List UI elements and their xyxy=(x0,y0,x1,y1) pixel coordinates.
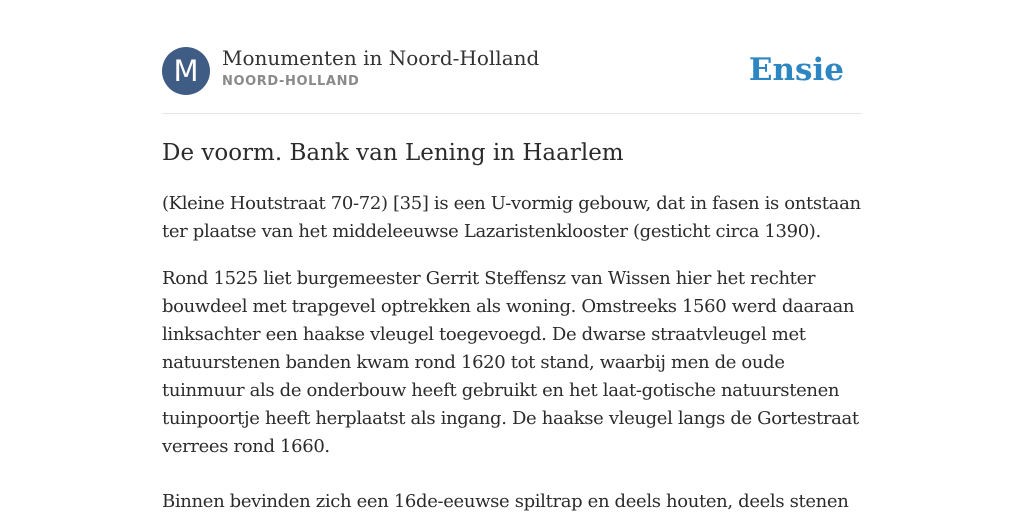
brand-logo[interactable]: Ensie xyxy=(748,52,844,88)
page-header xyxy=(162,0,862,114)
article-paragraph: Rond 1525 liet burgemeester Gerrit Steffensz van Wissen hier het rechter bouwdeel met trapgevel optrekken als woning. Omstreeks 1560 werd daaraan linksachter een haakse vleugel toegevoegd. De dwarse straatvleugel met natuurstenen banden kwam rond 1620 tot stand, waarbij men de oude tuinmuur als de onderbouw heeft gebruikt en het laat-gotische natuurstenen tuinpoortje heeft herplaatst als ingang. De haakse vleugel langs de Gortestraat verrees rond 1660. xyxy=(162,268,859,457)
site-subtitle[interactable]: NOORD-HOLLAND xyxy=(222,74,360,89)
article-paragraph: Binnen bevinden zich een 16de-eeuwse spiltrap en deels houten, deels stenen xyxy=(162,491,849,512)
article-card xyxy=(162,0,862,512)
avatar[interactable]: M xyxy=(162,47,210,95)
article-title: De voorm. Bank van Lening in Haarlem xyxy=(162,140,624,166)
article-paragraph: (Kleine Houtstraat 70-72) [35] is een U-vormig gebouw, dat in fasen is ontstaan ter plaatse van het middeleeuwse Lazaristenklooster (gesticht circa 1390). xyxy=(162,193,861,242)
site-title[interactable]: Monumenten in Noord-Holland xyxy=(222,46,540,70)
